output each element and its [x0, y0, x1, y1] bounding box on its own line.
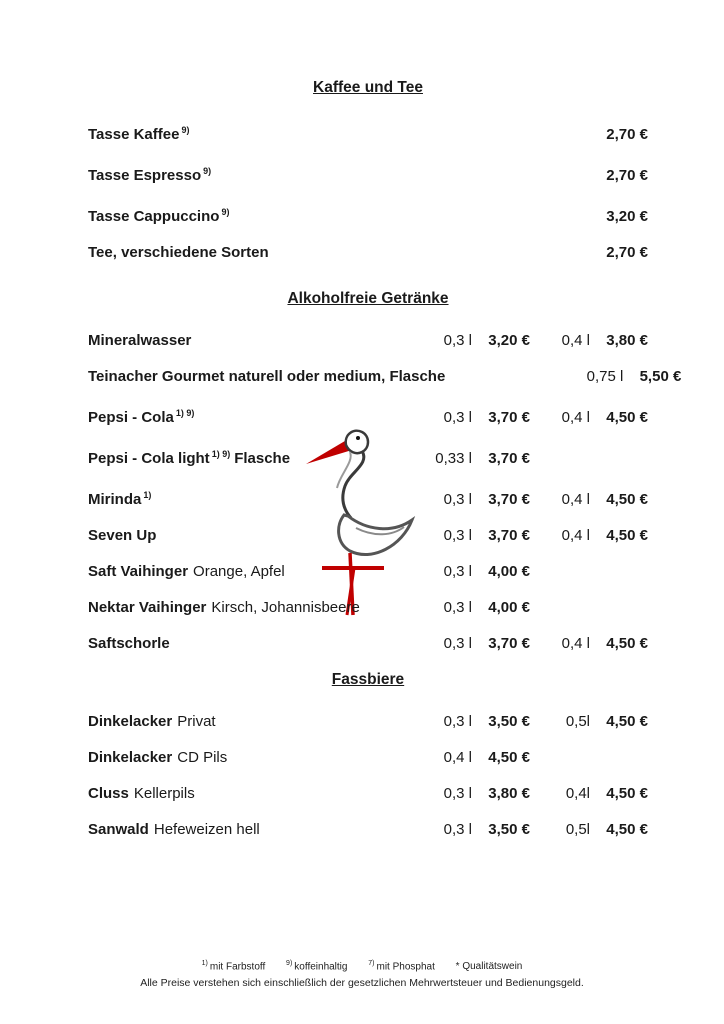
size-1: 0,3 l: [443, 563, 472, 580]
price-2: 4,50 €: [606, 785, 648, 802]
size-2: 0,75 l: [586, 368, 624, 385]
item-name-bold: Pepsi - Cola: [88, 409, 174, 426]
item-name-bold: Dinkelacker: [88, 713, 173, 730]
menu-item-row: [88, 820, 648, 840]
footnote-item: [368, 957, 435, 974]
size-1: 0,3 l: [443, 409, 472, 426]
footnote-text: koffeinhaltig: [294, 961, 348, 972]
menu-item-row: [88, 748, 648, 768]
item-name: [88, 634, 412, 654]
price-1: 3,50 €: [488, 713, 530, 730]
price-1: 3,50 €: [488, 821, 530, 838]
item-name: [88, 120, 412, 145]
size-2: 0,4 l: [561, 332, 590, 349]
size-1: 0,4 l: [443, 749, 472, 766]
footnote-text: * Qualitätswein: [455, 961, 523, 972]
item-name-regular: Kellerpils: [133, 785, 195, 802]
menu-item-row: [88, 202, 648, 227]
size-2: 0,5l: [565, 821, 590, 838]
section-kaffee-und-tee: [88, 78, 648, 263]
footnote-superscript: 9): [286, 959, 293, 967]
size-2: 0,4 l: [561, 491, 590, 508]
size-1: 0,3 l: [443, 491, 472, 508]
item-name-bold: Nektar Vaihinger: [88, 599, 207, 616]
price-1: 3,70 €: [488, 491, 530, 508]
item-name-bold: Saftschorle: [88, 635, 170, 652]
item-name: [88, 202, 412, 227]
price-2: 2,70 €: [606, 167, 648, 184]
section-fassbiere: [88, 670, 648, 840]
menu-item-row: [88, 120, 648, 145]
item-name-bold: Dinkelacker: [88, 749, 173, 766]
item-name-regular: Orange, Apfel: [193, 563, 285, 580]
price-2: 4,50 €: [606, 635, 648, 652]
menu-item-row: [88, 562, 648, 582]
section-title-text: Fassbiere: [331, 671, 405, 688]
item-name: [88, 243, 412, 263]
item-footnote-superscript: 1) 9): [211, 449, 231, 459]
footnote-superscript: 1): [201, 959, 208, 967]
item-footnote-superscript: 9): [221, 207, 230, 217]
menu-item-row: [88, 634, 648, 654]
item-name-bold: Mirinda: [88, 491, 142, 508]
section-title-text: Alkoholfreie Getränke: [287, 290, 449, 307]
item-name-bold-suffix: Flasche: [234, 450, 291, 467]
footnotes: [0, 957, 724, 974]
item-name-regular: Hefeweizen hell: [153, 821, 260, 838]
price-1: 4,00 €: [488, 599, 530, 616]
section-title-text: Kaffee und Tee: [313, 79, 423, 96]
section-title: [88, 78, 648, 98]
price-1: 3,80 €: [488, 785, 530, 802]
menu-item-row: [88, 161, 648, 186]
item-name: [88, 331, 412, 351]
menu-item-row: [88, 784, 648, 804]
price-2: 3,20 €: [606, 208, 648, 225]
item-name-bold: Tee, verschiedene Sorten: [88, 244, 269, 261]
item-name: [88, 367, 445, 387]
item-name-regular: Privat: [177, 713, 216, 730]
menu-item-row: [88, 243, 648, 263]
price-1: 3,70 €: [488, 450, 530, 467]
menu-item-row: [88, 403, 648, 428]
footnote-text: mit Phosphat: [376, 961, 435, 972]
menu-content: [88, 78, 682, 840]
size-1: 0,3 l: [443, 527, 472, 544]
size-1: 0,3 l: [443, 599, 472, 616]
menu-item-row: [88, 712, 648, 732]
item-name: [88, 403, 412, 428]
menu-item-row: [88, 485, 648, 510]
size-2: 0,4l: [565, 785, 590, 802]
item-name: [88, 526, 412, 546]
size-2: 0,4 l: [561, 635, 590, 652]
price-1: 3,20 €: [488, 332, 530, 349]
item-name-bold: Tasse Espresso: [88, 167, 202, 184]
size-1: 0,3 l: [443, 821, 472, 838]
section-alkoholfreie-getraenke: [88, 289, 682, 654]
item-name: [88, 712, 412, 732]
price-1: 4,00 €: [488, 563, 530, 580]
item-name-bold: Sanwald: [88, 821, 149, 838]
price-2: 4,50 €: [606, 527, 648, 544]
size-1: 0,3 l: [443, 332, 472, 349]
size-1: 0,33 l: [435, 450, 472, 467]
item-name-bold: Pepsi - Cola light: [88, 450, 210, 467]
item-name-bold: Teinacher Gourmet naturell oder medium, Flasche: [88, 368, 446, 385]
item-name: [88, 444, 412, 469]
size-2: 0,4 l: [561, 409, 590, 426]
item-name-bold: Tasse Kaffee: [88, 126, 180, 143]
size-2: 0,5l: [565, 713, 590, 730]
price-2: 3,80 €: [606, 332, 648, 349]
item-name-bold: Mineralwasser: [88, 332, 192, 349]
item-name: [88, 161, 412, 186]
price-1: 3,70 €: [488, 409, 530, 426]
menu-item-row: [88, 444, 648, 469]
price-2: 4,50 €: [606, 491, 648, 508]
item-name-regular: Kirsch, Johannisbeere: [211, 599, 360, 616]
price-2: 4,50 €: [606, 713, 648, 730]
item-name-regular: CD Pils: [177, 749, 228, 766]
section-title: [88, 670, 648, 690]
section-title: [88, 289, 648, 309]
price-2: 2,70 €: [606, 126, 648, 143]
item-name: [88, 598, 412, 618]
item-name: [88, 485, 412, 510]
page-footer: [0, 957, 724, 990]
size-1: 0,3 l: [443, 785, 472, 802]
price-1: 3,70 €: [488, 527, 530, 544]
item-name: [88, 562, 412, 582]
item-name: [88, 748, 412, 768]
size-1: 0,3 l: [443, 635, 472, 652]
item-name-bold: Cluss: [88, 785, 129, 802]
item-footnote-superscript: 9): [203, 166, 212, 176]
price-2: 4,50 €: [606, 409, 648, 426]
item-name-bold: Seven Up: [88, 527, 157, 544]
footnote-item: [202, 957, 266, 974]
menu-item-row: [88, 598, 648, 618]
footnote-item: [456, 960, 523, 974]
item-name-bold: Saft Vaihinger: [88, 563, 189, 580]
footnote-item: [286, 957, 347, 974]
price-2: 5,50 €: [639, 368, 682, 385]
price-1: 4,50 €: [488, 749, 530, 766]
item-name: [88, 820, 412, 840]
item-name: [88, 784, 412, 804]
menu-item-row: [88, 526, 648, 546]
item-name-bold: Tasse Cappuccino: [88, 208, 220, 225]
item-footnote-superscript: 9): [181, 125, 190, 135]
size-2: 0,4 l: [561, 527, 590, 544]
footnote-text: mit Farbstoff: [209, 961, 266, 972]
item-footnote-superscript: 1) 9): [175, 408, 195, 418]
price-1: 3,70 €: [488, 635, 530, 652]
item-footnote-superscript: 1): [143, 490, 152, 500]
price-2: 2,70 €: [606, 244, 648, 261]
tax-note: Alle Preise verstehen sich einschließlich der gesetzlichen Mehrwertsteuer und Bedienungsgeld.: [140, 977, 584, 989]
size-1: 0,3 l: [443, 713, 472, 730]
price-2: 4,50 €: [606, 821, 648, 838]
menu-item-row: [88, 331, 648, 351]
menu-item-row: [88, 367, 682, 387]
footnote-superscript: 7): [368, 959, 375, 967]
